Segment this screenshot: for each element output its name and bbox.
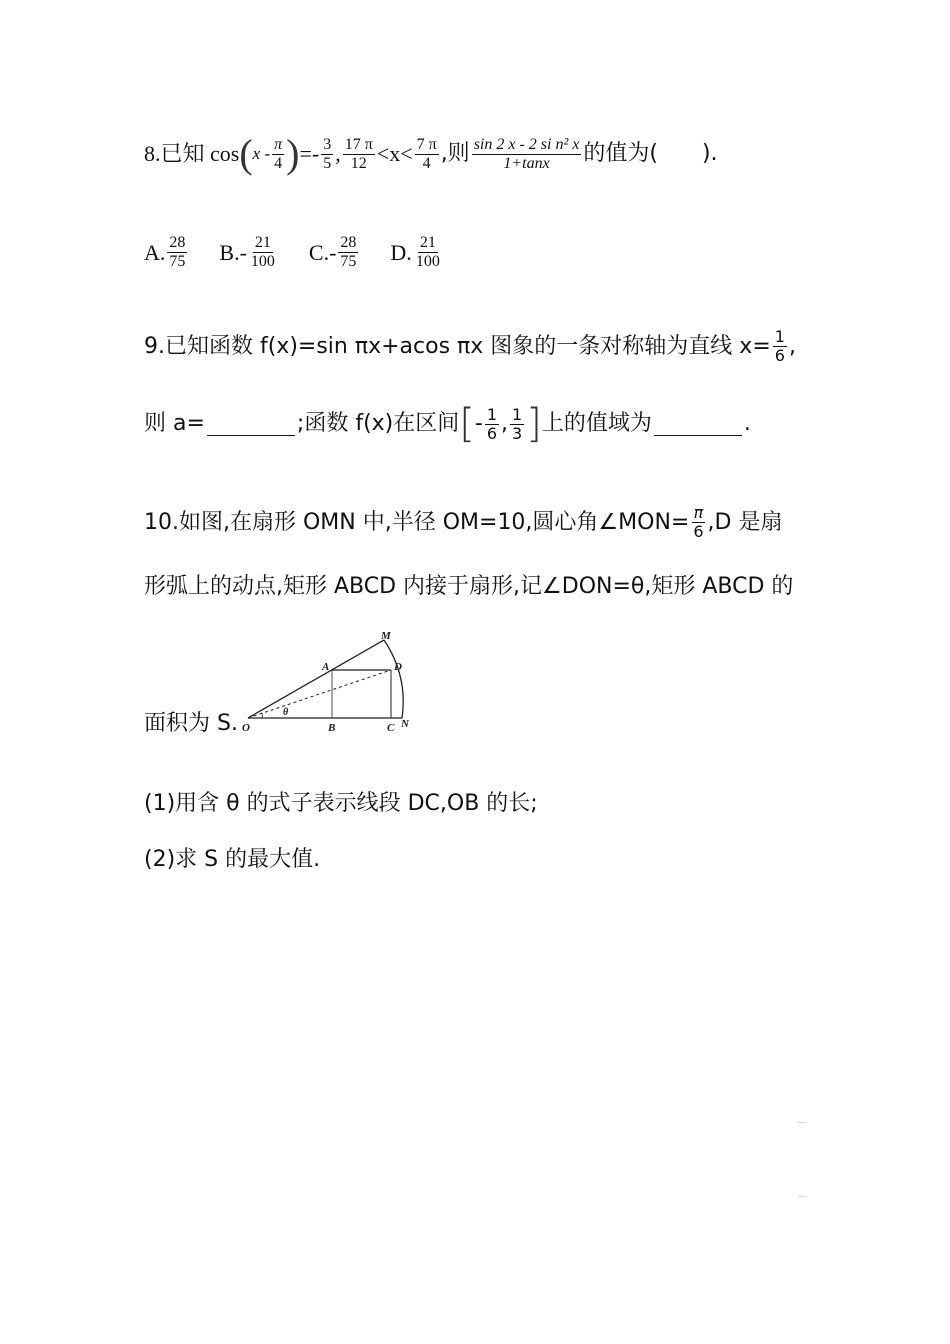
label-b: B [328,722,336,734]
q8-3-over-5: $\frac{3}{5}$ [323,135,332,172]
q8-7pi-over-4: $\frac{7 \pi}{4}$ [416,135,437,172]
answer-blank-a[interactable] [207,413,295,436]
q9-line1 [144,328,796,365]
q9-line1-text: 9.已知函数 f(x)=sin πx+acos πx 图象的一条对称轴为直线 x= [144,333,771,359]
q9-line2-mid: ;函数 f(x)在区间 [296,411,460,436]
q10-line1 [144,504,782,541]
q9-comma: , [501,411,509,436]
q9-1-over-3: $\frac{1}{3}$ [512,404,523,443]
q10-line2-text: 形弧上的动点,矩形 ABCD 内接于扇形,记∠DON=θ,矩形 ABCD 的 [144,574,794,599]
q10-line2 [144,572,793,602]
q9-line2-prefix: 则 a= [144,411,205,436]
choice-c[interactable]: C. - $\frac{28}{75}$ [308,234,357,270]
q8-choices [144,234,474,271]
q9-line2-end: . [743,411,751,436]
left-paren: ( [239,131,253,176]
q8-eq-neg: =- [299,141,320,166]
q10-sub1 [144,789,538,819]
q9-1-over-6-b: $\frac{1}{6}$ [486,404,498,443]
q8-then: ,则 [440,141,470,166]
q10-line3 [144,709,238,739]
choice-b[interactable]: B. - $\frac{21}{100}$ [219,234,275,270]
q9-neg: - [474,411,483,436]
answer-blank-range[interactable] [654,413,742,436]
q8-lt-x-lt: <x< [376,141,413,166]
q9-line1-end: , [788,333,796,359]
page-artifact-dots: .... [798,1190,806,1199]
sector-figure [236,628,436,738]
page-artifact-dots: .... [798,1116,806,1125]
q10-line1-text: 10.如图,在扇形 OMN 中,半径 OM=10,圆心角∠MON= [144,509,690,535]
q8-pi-over-4: $\frac{\pi}{4}$ [274,135,283,172]
label-n: N [401,718,409,730]
label-theta: θ [283,707,289,718]
q10-sub2 [144,845,320,875]
q8-prefix: 8.已知 cos [144,141,240,166]
label-c: C [387,722,395,734]
q10-line1-end: ,D 是扇 [707,509,783,535]
q8-17pi-over-12: $\frac{17 \pi}{12}$ [344,135,373,172]
q10-sub1-text: (1)用含 θ 的式子表示线段 DC,OB 的长; [144,791,538,816]
q8-suffix: 的值为( ). [583,141,718,166]
right-paren: ) [286,131,300,176]
q8-line [144,131,718,176]
label-o: O [242,722,250,734]
left-bracket: [ [459,401,475,447]
choice-a[interactable]: A. $\frac{28}{75}$ [144,234,186,270]
label-m: M [381,630,391,642]
q8-comma: , [335,141,341,166]
q9-1-over-6: $\frac{1}{6}$ [774,327,785,365]
arc-mn [384,640,403,718]
q10-line3-text: 面积为 S. [144,711,238,736]
q8-main-fraction: $\frac{\text{sin 2 x - 2 si n² x}}{1+\tan x}$ [473,135,580,172]
label-a: A [322,661,330,673]
label-d: D [394,661,402,673]
q8-x-minus: x - [252,144,271,163]
q10-sub2-text: (2)求 S 的最大值. [144,847,321,872]
q9-line2-suffix: 上的值域为 [541,411,652,436]
choice-d[interactable]: D. $\frac{21}{100}$ [390,234,440,270]
right-bracket: ] [526,401,542,447]
q9-line2 [144,401,751,447]
q10-pi-over-6: $\frac{\pi}{6}$ [693,503,704,541]
